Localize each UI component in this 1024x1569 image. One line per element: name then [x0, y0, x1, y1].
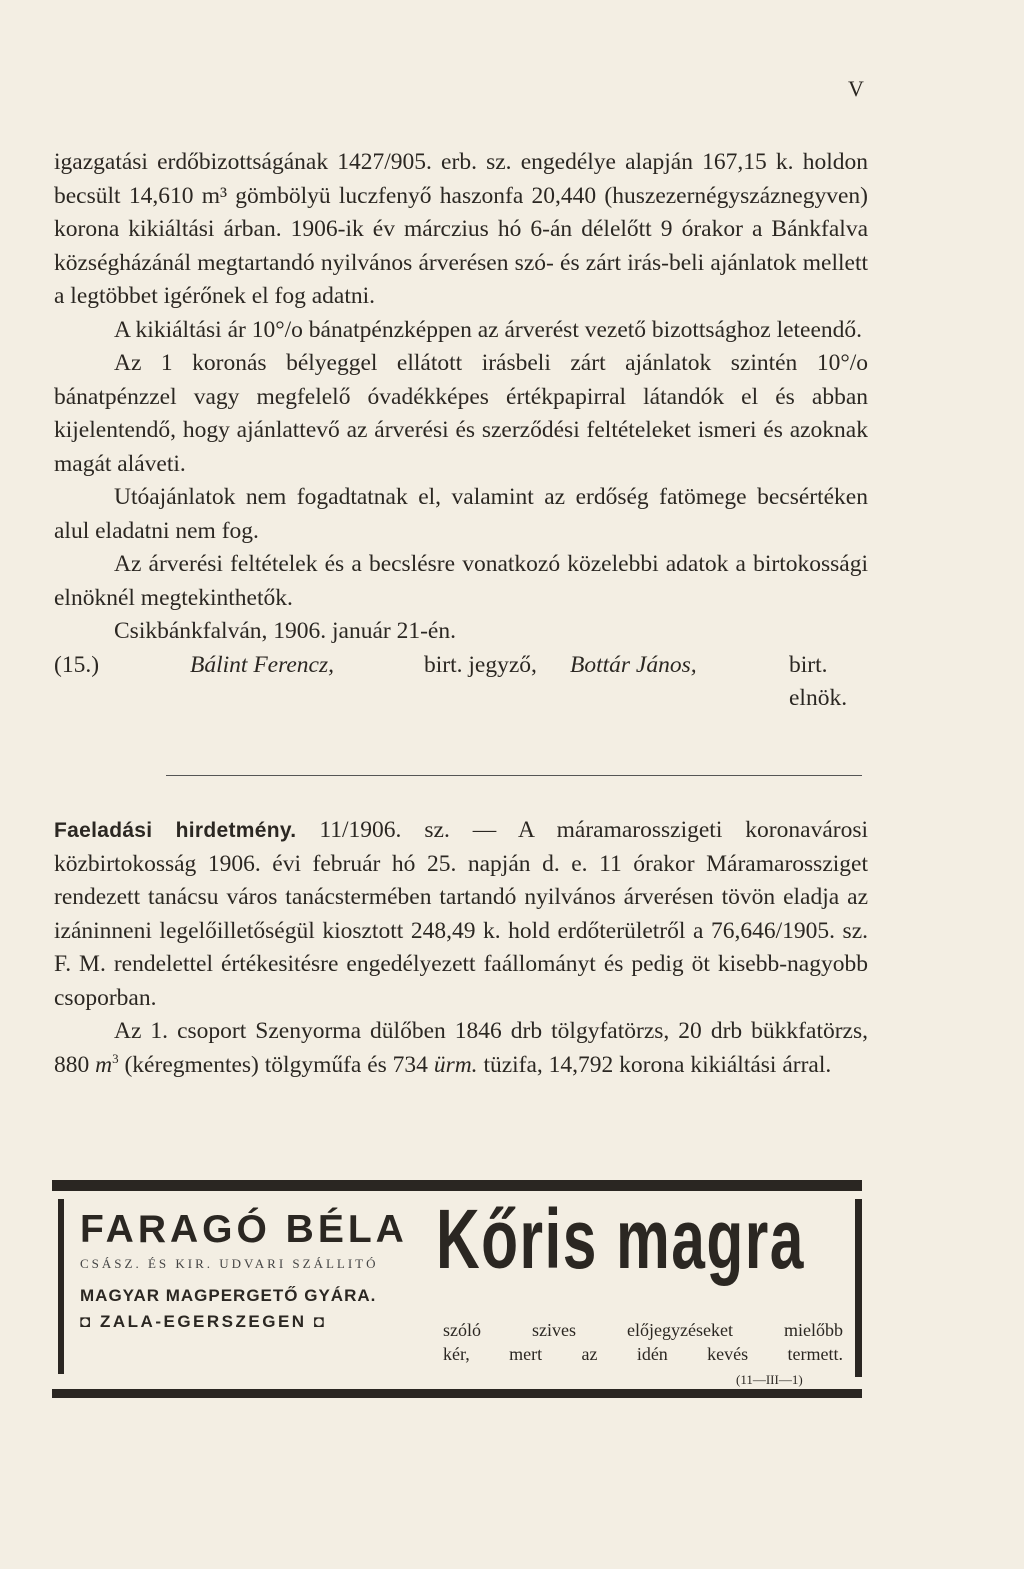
- ad-note: [443, 1318, 843, 1366]
- page-number: V: [848, 76, 864, 101]
- ad-product-title: Kőris magra: [436, 1192, 805, 1286]
- notice-paragraph: Az 1. csoport Szenyorma dülőben 1846 drb tölgyfatörzs, 20 drb bükkfatörzs, 880 $m^3$ (kéregmentes) tölgyműfa és 734 ürm. tüzifa, 14,792 korona kikiáltási árral.: [54, 1018, 868, 1078]
- ad-border-left: [58, 1199, 64, 1374]
- ad-factory-name: MAGYAR MAGPERGETŐ GYÁRA.: [80, 1286, 377, 1305]
- notice-number: (15.): [54, 651, 100, 678]
- notice-paragraph: Utóajánlatok nem fogadtatnak el, valamint az erdőség fatömege becsértéken alul eladatni nem fog.: [54, 484, 868, 544]
- notice-lead-text: 11/1906. sz. — A máramarosszigeti koronavárosi közbirtokosság 1906. évi február hó 25. napján d. e. 11 órakor Máramarossziget rendezett tanácsu város tanácstermében tartandó nyilvános árverésen tövön eladja az izáninneni legelőilletőségül kiosztott 248,49 k. hold erdőterületről a 76,646/1905. sz. F. M. rendelettel értékesitésre engedélyezett faállományt és pedig öt kisebb-nagyobb csoporban.: [54, 817, 868, 1011]
- unit-cubic-meter: m: [95, 1051, 113, 1078]
- ad-border-top: [52, 1180, 862, 1191]
- notice-timber-sale: [54, 814, 868, 1082]
- signatory-role: birt. jegyző,: [424, 651, 537, 678]
- notice-paragraph: A kikiáltási ár 10°/o bánatpénzképpen az árverést vezető bizottsághoz leteendő.: [114, 316, 863, 343]
- ad-company-block: [80, 1208, 440, 1332]
- signatory-name: Bálint Ferencz,: [190, 651, 335, 678]
- signatory-role: birt. elnök.: [789, 651, 848, 711]
- unit-urm: ürm.: [433, 1051, 478, 1078]
- notice-paragraph: Az 1 koronás bélyeggel ellátott irásbeli zárt ajánlatok szintén 10°/o bánatpénzzel vagy megfelelő óvadékképes értékpapirral látandók el és abban kijelentendő, hogy ajánlattevő az árverési és szerződési feltételeket ismeri és azoknak magát aláveti.: [54, 350, 868, 477]
- notice-text: (kéregmentes) tölgyműfa és 734: [124, 1051, 428, 1078]
- notice-heading: Faeladási hirdetmény.: [54, 819, 297, 842]
- ad-note-line: kér, mert az idén kevés termett.: [443, 1344, 843, 1364]
- ad-note-line: szóló szives előjegyzéseket mielőbb: [443, 1320, 843, 1340]
- notice-paragraph: [54, 814, 868, 1015]
- ad-city: ◘ ZALA-EGERSZEGEN ◘: [80, 1312, 327, 1331]
- ad-code: (11—III—1): [736, 1372, 803, 1387]
- notice-text: tüzifa, 14,792 korona kikiáltási árral.: [483, 1051, 832, 1078]
- advertisement-box: [52, 1180, 862, 1398]
- notice-auction-bankfalva: [54, 146, 868, 711]
- ad-company-subtitle: CSÁSZ. ÉS KIR. UDVARI SZÁLLITÓ: [80, 1256, 379, 1271]
- signature-line: [54, 649, 868, 711]
- ad-border-right: [855, 1199, 862, 1377]
- ad-company-name: FARAGÓ BÉLA: [80, 1208, 408, 1251]
- notice-text: Az 1. csoport Szenyorma dülőben 1846 drb tölgyfatörzs, 20 drb bükkfatörzs, 880: [54, 1018, 868, 1078]
- section-divider: [166, 775, 862, 776]
- signatory-name: Bottár János,: [570, 651, 697, 678]
- notice-paragraph: Az árverési feltételek és a becslésre vonatkozó közelebbi adatok a birtokossági elnöknél megtekinthetők.: [54, 551, 868, 611]
- ad-border-bottom: [52, 1389, 862, 1398]
- notice-paragraph: igazgatási erdőbizottságának 1427/905. erb. sz. engedélye alapján 167,15 k. holdon becsült 14,610 m³ gömbölyü luczfenyő haszonfa 20,440 (huszezernégyszáznegyven) korona kikiáltási árban. 1906-ik év márczius hó 6-án délelőtt 9 órakor a Bánkfalva községházánál megtartandó nyilvános árverésen szó- és zárt irás-beli ajánlatok mellett a legtöbbet igérőnek el fog adatni.: [54, 149, 868, 309]
- notice-date-line: Csikbánkfalván, 1906. január 21-én.: [114, 618, 456, 644]
